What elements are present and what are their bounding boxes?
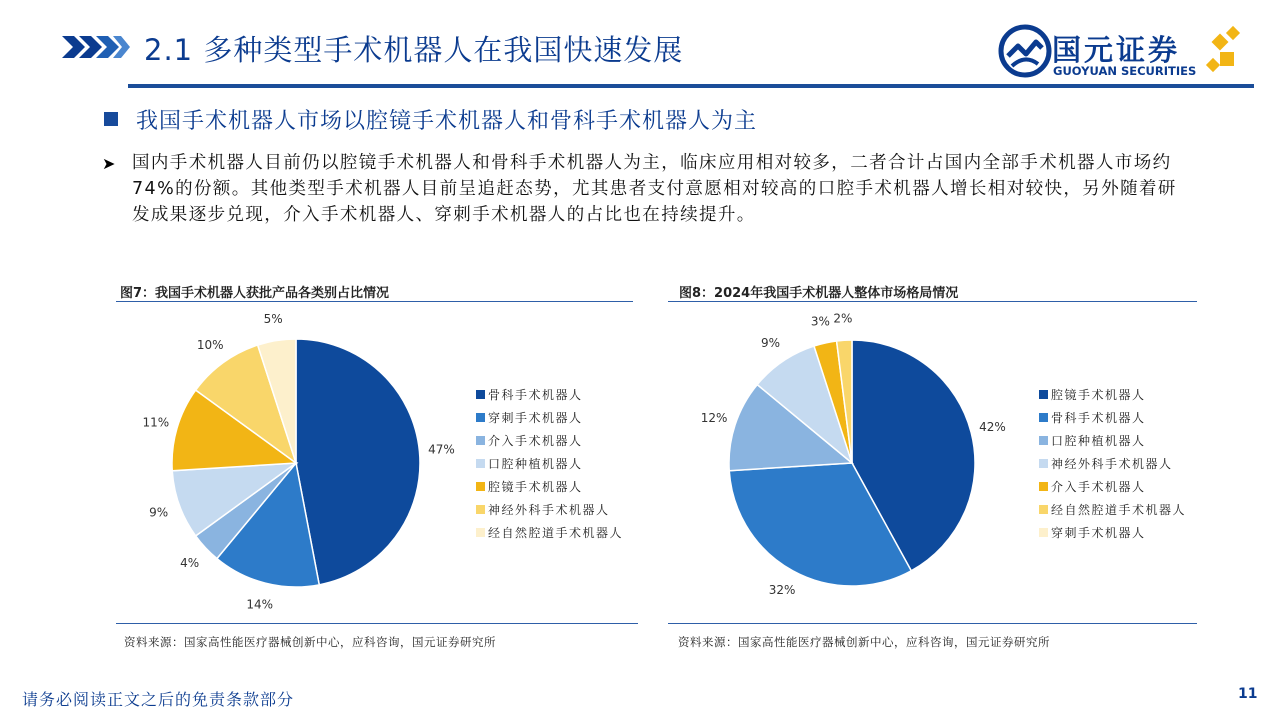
legend-label: 介入手术机器人 xyxy=(1051,480,1146,494)
legend-item xyxy=(1039,406,1186,429)
footer-disclaimer: 请务必阅读正文之后的免责条款部分 xyxy=(22,690,295,709)
legend-swatch xyxy=(476,528,485,537)
legend-item xyxy=(476,406,623,429)
figure-8-pie-chart xyxy=(680,300,1050,620)
figure-8-source: 资料来源：国家高性能医疗器械创新中心，应科咨询，国元证券研究所 xyxy=(678,635,1050,649)
legend-swatch xyxy=(476,390,485,399)
legend-item xyxy=(1039,521,1186,544)
legend-swatch xyxy=(476,436,485,445)
pie-data-label: 42% xyxy=(979,419,1006,434)
section-headline: 我国手术机器人市场以腔镜手术机器人和骨科手术机器人为主 xyxy=(136,109,758,134)
pie-data-label: 47% xyxy=(428,442,455,457)
page-title: 2.1 多种类型手术机器人在我国快速发展 xyxy=(144,33,684,67)
legend-label: 腔镜手术机器人 xyxy=(1051,388,1146,402)
legend-label: 神经外科手术机器人 xyxy=(488,503,610,517)
legend-swatch xyxy=(1039,390,1048,399)
figure-7-pie-chart xyxy=(124,300,494,620)
legend-item xyxy=(476,429,623,452)
legend-label: 经自然腔道手术机器人 xyxy=(1051,503,1187,517)
pie-data-label: 14% xyxy=(246,597,274,612)
pie-slice xyxy=(296,339,420,585)
legend-item xyxy=(1039,429,1186,452)
legend-label: 骨科手术机器人 xyxy=(1051,411,1146,425)
pie-data-label: 5% xyxy=(263,311,283,326)
legend-swatch xyxy=(1039,413,1048,422)
pie-data-label: 11% xyxy=(142,415,170,430)
figure-8-bottom-rule xyxy=(668,623,1197,624)
legend-swatch xyxy=(476,413,485,422)
legend-swatch xyxy=(476,505,485,514)
legend-item xyxy=(476,475,623,498)
pie-data-label: 9% xyxy=(149,505,169,520)
legend-swatch xyxy=(1039,459,1048,468)
legend-swatch xyxy=(476,459,485,468)
arrow-bullet-icon: ➤ xyxy=(102,154,116,173)
figure-7-bottom-rule xyxy=(116,623,638,624)
legend-label: 穿刺手术机器人 xyxy=(1051,526,1146,540)
pie-data-label: 10% xyxy=(196,337,224,352)
legend-item xyxy=(476,521,623,544)
legend-item xyxy=(1039,452,1186,475)
legend-item xyxy=(1039,475,1186,498)
legend-swatch xyxy=(1039,482,1048,491)
body-paragraph: 国内手术机器人目前仍以腔镜手术机器人和骨科手术机器人为主，临床应用相对较多，二者合计占国内全部手术机器人市场约74%的份额。其他类型手术机器人目前呈追赶态势，尤其患者支付意愿相对较高的口腔手术机器人增长相对较快，另外随着研发成果逐步兑现，介入手术机器人、穿刺手术机器人的占比也在持续提升。 xyxy=(132,153,1177,225)
legend-swatch xyxy=(1039,436,1048,445)
logo-name-cn: 国元证券 xyxy=(1052,33,1181,67)
legend-item xyxy=(476,452,623,475)
legend-label: 经自然腔道手术机器人 xyxy=(488,526,624,540)
legend-item xyxy=(476,383,623,406)
legend-item xyxy=(1039,498,1186,521)
pie-data-label: 4% xyxy=(180,555,200,570)
legend-swatch xyxy=(476,482,485,491)
title-chevron-icon xyxy=(62,36,134,58)
page-number: 11 xyxy=(1238,686,1258,702)
headline-bullet-icon xyxy=(104,112,118,126)
legend-label: 口腔种植机器人 xyxy=(1051,434,1146,448)
legend-swatch xyxy=(1039,528,1048,537)
figure-7-legend xyxy=(476,383,623,544)
pie-data-label: 9% xyxy=(760,336,781,351)
legend-item xyxy=(1039,383,1186,406)
legend-swatch xyxy=(1039,505,1048,514)
figure-7-title: 图7：我国手术机器人获批产品各类别占比情况 xyxy=(120,286,390,301)
header-divider xyxy=(128,84,1254,88)
legend-label: 腔镜手术机器人 xyxy=(488,480,583,494)
figure-8-title: 图8：2024年我国手术机器人整体市场格局情况 xyxy=(679,286,959,301)
figure-8-legend xyxy=(1039,383,1186,544)
legend-label: 神经外科手术机器人 xyxy=(1051,457,1173,471)
logo-name-en: GUOYUAN SECURITIES xyxy=(1053,64,1197,78)
legend-label: 穿刺手术机器人 xyxy=(488,411,583,425)
legend-label: 骨科手术机器人 xyxy=(488,388,583,402)
legend-label: 口腔种植机器人 xyxy=(488,457,583,471)
legend-label: 介入手术机器人 xyxy=(488,434,583,448)
legend-item xyxy=(476,498,623,521)
pie-data-label: 12% xyxy=(700,411,728,426)
pie-data-label: 32% xyxy=(768,583,796,598)
figure-7-source: 资料来源：国家高性能医疗器械创新中心，应科咨询，国元证券研究所 xyxy=(124,635,496,649)
pie-data-label: 3% xyxy=(810,314,830,329)
pie-data-label: 2% xyxy=(833,311,853,326)
